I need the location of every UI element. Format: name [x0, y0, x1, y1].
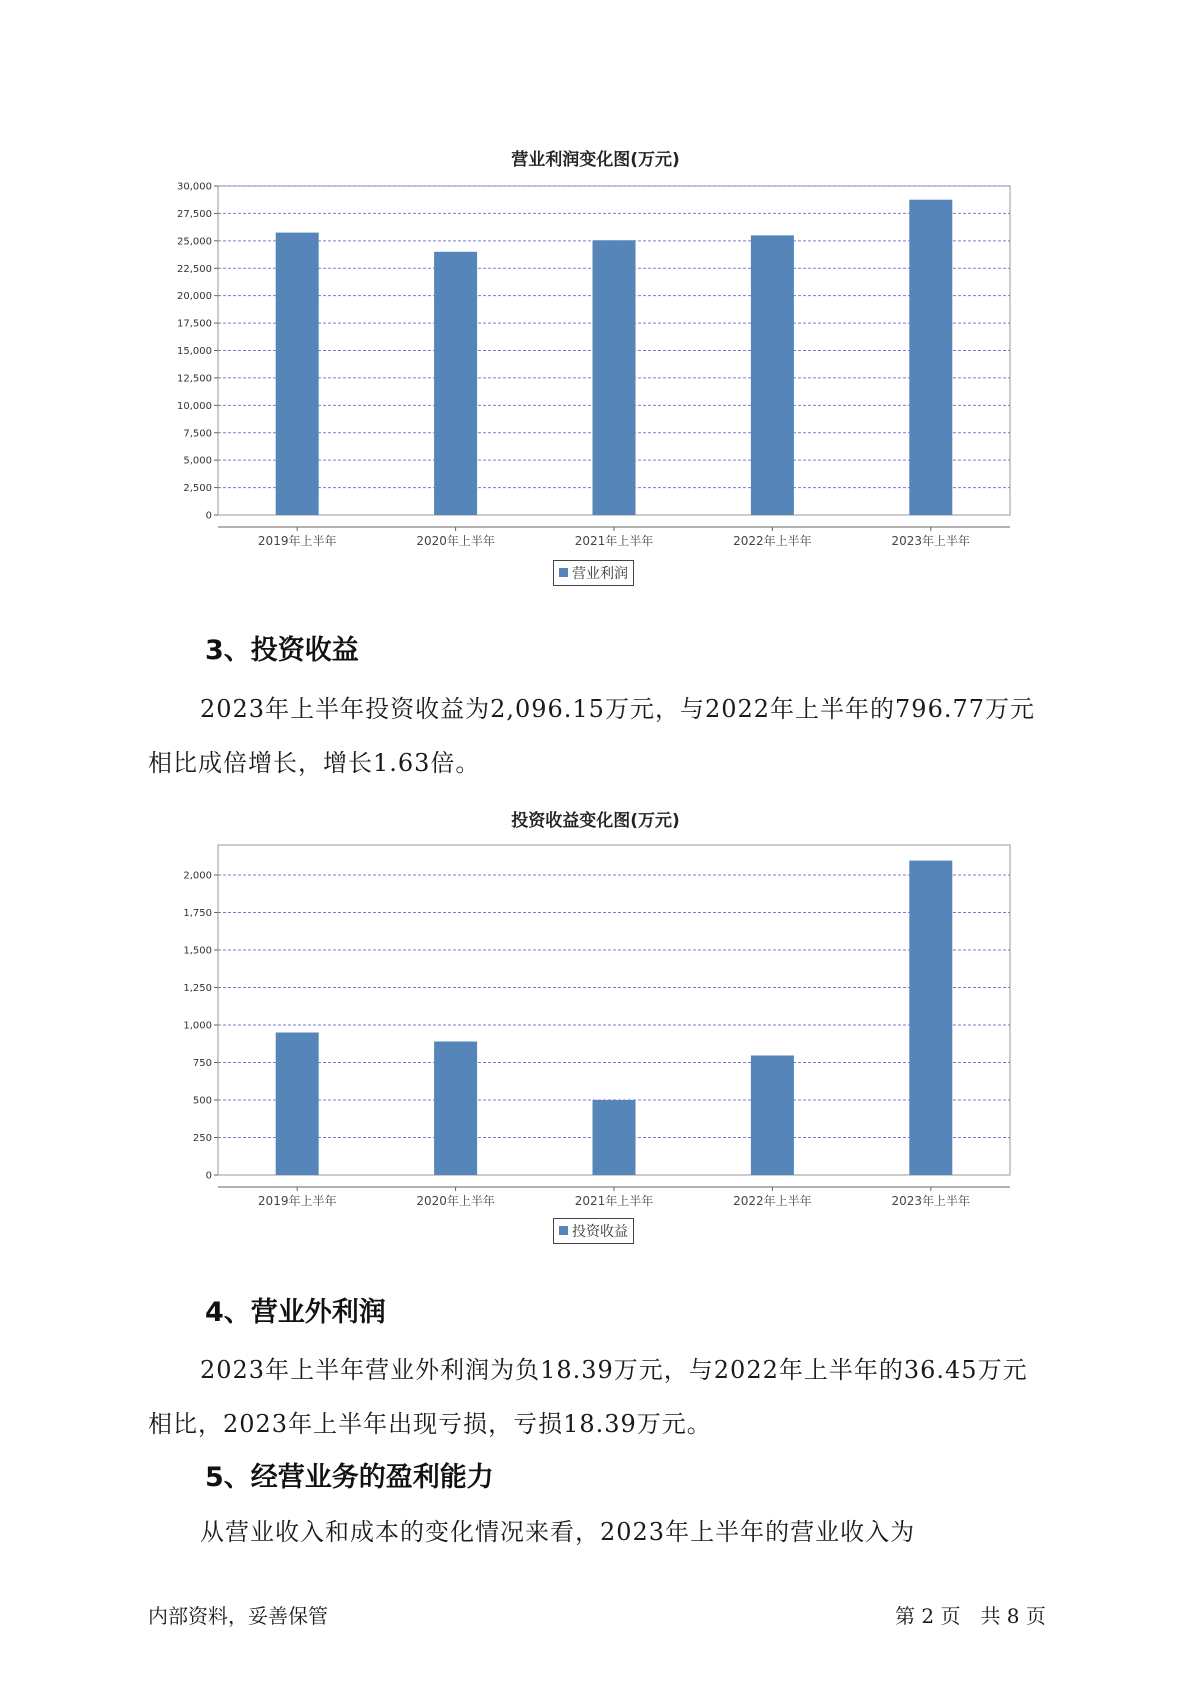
x-tick-label: 2022年上半年	[733, 534, 812, 548]
y-tick-label: 1,250	[183, 983, 212, 994]
x-tick-label: 2019年上半年	[257, 1194, 337, 1208]
y-tick-label: 10,000	[177, 400, 212, 412]
x-tick-label: 2019年上半年	[257, 534, 337, 548]
x-tick-label: 2020年上半年	[416, 1194, 495, 1208]
section-5-heading: 5、经营业务的盈利能力	[205, 1462, 494, 1493]
y-tick-label: 22,500	[177, 263, 212, 275]
x-tick-label: 2021年上半年	[574, 534, 654, 548]
y-tick-label: 0	[205, 1170, 212, 1182]
x-tick-label: 2021年上半年	[574, 1194, 654, 1208]
section-3-text: 2023年上半年投资收益为2,096.15万元，与2022年上半年的796.77万元相比成倍增长，增长1.63倍。	[148, 695, 1036, 777]
y-tick-label: 750	[192, 1058, 212, 1069]
bar-1	[276, 1033, 319, 1176]
x-tick-label: 2022年上半年	[733, 1194, 812, 1208]
bar-5	[909, 861, 952, 1175]
y-tick-label: 5,000	[183, 455, 212, 467]
y-tick-label: 20,000	[177, 291, 212, 303]
y-tick-label: 27,500	[177, 208, 212, 220]
section-3-heading: 3、投资收益	[205, 635, 359, 666]
y-tick-label: 15,000	[177, 346, 212, 357]
footer-left: 内部资料，妥善保管	[148, 1604, 328, 1628]
chart2-legend	[553, 1218, 634, 1244]
y-tick-label: 500	[192, 1095, 212, 1107]
y-tick-label: 0	[205, 510, 212, 522]
chart1-title: 营业利润变化图(万元)	[511, 150, 680, 170]
y-tick-label: 12,500	[177, 373, 212, 385]
y-tick-label: 250	[192, 1133, 212, 1144]
section-4-heading: 4、营业外利润	[205, 1297, 386, 1328]
y-tick-label: 1,750	[183, 908, 212, 919]
section-4-text: 2023年上半年营业外利润为负18.39万元，与2022年上半年的36.45万元相比，2023年上半年出现亏损，亏损18.39万元。	[148, 1356, 1028, 1438]
y-tick-label: 25,000	[177, 236, 212, 248]
y-tick-label: 7,500	[183, 428, 212, 440]
bar-2	[434, 1042, 477, 1176]
bar-3	[593, 1100, 636, 1175]
y-tick-label: 1,500	[183, 945, 212, 957]
y-tick-label: 30,000	[177, 181, 212, 193]
y-tick-label: 1,000	[183, 1020, 212, 1032]
x-tick-label: 2023年上半年	[891, 1194, 971, 1208]
legend-swatch	[559, 1226, 568, 1235]
chart2-legend-label: 投资收益	[572, 1224, 628, 1240]
x-tick-label: 2020年上半年	[416, 534, 495, 548]
y-tick-label: 17,500	[177, 318, 212, 330]
y-tick-label: 2,500	[183, 483, 212, 495]
x-tick-label: 2023年上半年	[891, 534, 971, 548]
section-5-text: 从营业收入和成本的变化情况来看，2023年上半年的营业收入为	[200, 1518, 916, 1546]
bar-4	[751, 1055, 794, 1175]
chart1-legend-label: 营业利润	[572, 566, 628, 582]
y-tick-label: 2,000	[183, 870, 212, 882]
footer-page-number: 第 2 页 共 8 页	[895, 1604, 1046, 1628]
chart2-title: 投资收益变化图(万元)	[511, 811, 680, 831]
